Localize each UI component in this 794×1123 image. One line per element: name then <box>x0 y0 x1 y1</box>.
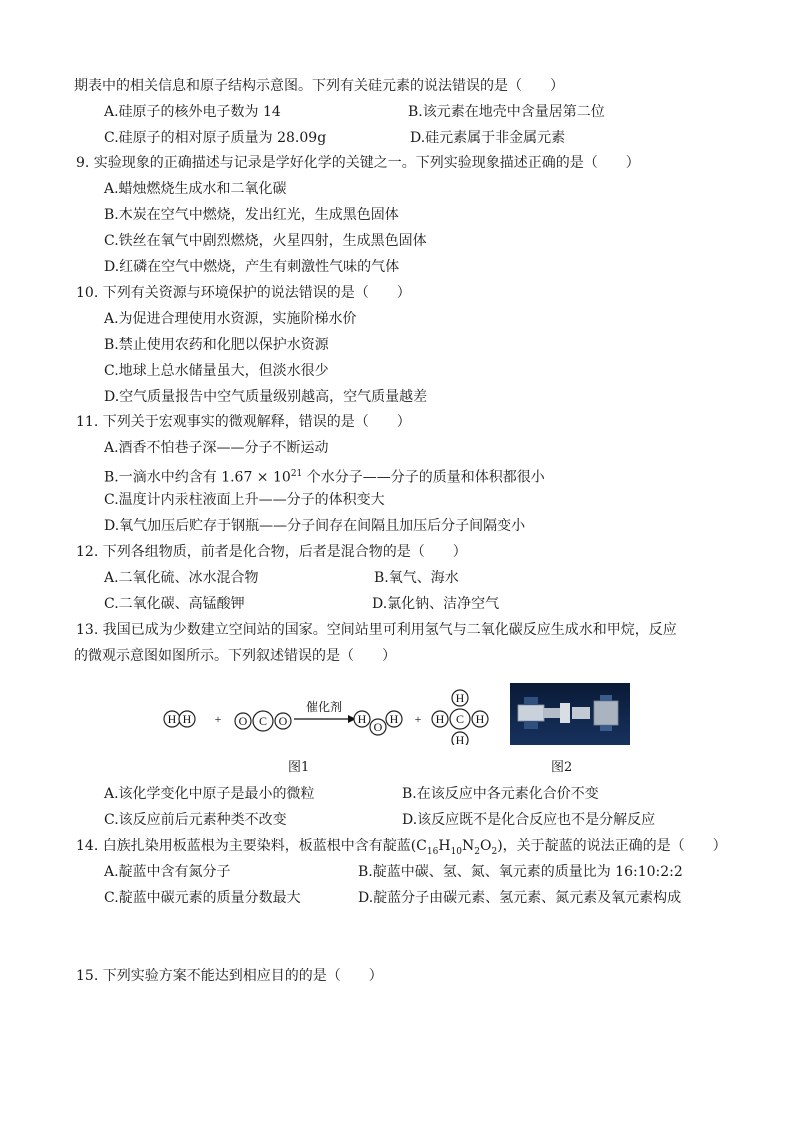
q9-option-c: C.铁丝在氧气中剧烈燃烧，火星四射，生成黑色固体 <box>104 233 427 249</box>
q14-sub-h: 10 <box>450 846 463 857</box>
q11-option-b <box>104 464 545 488</box>
q14-option-c: C.靛蓝中碳元素的质量分数最大 <box>104 890 301 906</box>
ch4-c-atom: C <box>455 712 465 726</box>
h2o-o-atom: O <box>373 720 383 734</box>
q9-option-d: D.红磷在空气中燃烧，产生有刺激性气味的气体 <box>104 259 400 275</box>
q10-option-c: C.地球上总水储量虽大，但淡水很少 <box>104 363 329 379</box>
figure-2-caption: 图2 <box>551 760 573 775</box>
question-10-stem: 10. 下列有关资源与环境保护的说法错误的是（ ） <box>76 285 411 301</box>
h2o-h-atom-2: H <box>389 712 399 726</box>
q11-option-b-post: 个水分子——分子的质量和体积都很小 <box>302 469 545 486</box>
q8-option-c: C.硅原子的相对原子质量为 28.09g <box>104 130 327 146</box>
space-station-photo <box>510 683 630 745</box>
h2o-h-atom-1: H <box>357 712 367 726</box>
q8-option-d: D.硅元素属于非金属元素 <box>410 130 566 146</box>
reaction-diagram <box>160 683 500 745</box>
q13-option-b: B.在该反应中各元素化合价不变 <box>402 786 599 802</box>
question-13-stem-line1: 13. 我国已成为少数建立空间站的国家。空间站里可利用氢气与二氧化碳反应生成水和甲烷，反应 <box>76 622 677 638</box>
co2-o-atom-1: O <box>238 714 248 728</box>
q11-option-a: A.酒香不怕巷子深——分子不断运动 <box>104 440 329 456</box>
q14-mid-n: N <box>462 838 475 854</box>
h2-atom-1: H <box>167 712 177 726</box>
q12-option-b: B.氧气、海水 <box>374 570 459 586</box>
q14-option-d: D.靛蓝分子由碳元素、氢元素、氮元素及氧元素构成 <box>358 890 682 906</box>
q14-mid-o: O <box>480 838 492 854</box>
q11-option-b-exponent: 21 <box>290 469 303 479</box>
q10-option-d: D.空气质量报告中空气质量级别越高，空气质量越差 <box>104 389 428 405</box>
q12-option-a: A.二氧化硫、冰水混合物 <box>104 570 259 586</box>
ch4-h-atom-top: H <box>455 691 465 705</box>
q14-stem-pre: 14. 白族扎染用板蓝根为主要染料，板蓝根中含有靛蓝(C <box>76 838 427 854</box>
q12-option-c: C.二氧化碳、高锰酸钾 <box>104 596 245 612</box>
q10-option-a: A.为促进合理使用水资源，实施阶梯水价 <box>104 311 357 327</box>
co2-c-atom: C <box>258 714 268 728</box>
question-11-stem: 11. 下列关于宏观事实的微观解释，错误的是（ ） <box>76 414 411 430</box>
question-8-stem-continued: 期表中的相关信息和原子结构示意图。下列有关硅元素的说法错误的是（ ） <box>74 78 564 94</box>
q14-sub-c: 16 <box>426 846 439 857</box>
q11-option-c: C.温度计内汞柱液面上升——分子的体积变大 <box>104 492 385 508</box>
q14-stem-post: )，关于靛蓝的说法正确的是（ ） <box>497 838 727 854</box>
plus-2: + <box>414 712 422 726</box>
q9-option-b: B.木炭在空气中燃烧，发出红光，生成黑色固体 <box>104 207 399 223</box>
q14-option-a: A.靛蓝中含有氮分子 <box>104 864 231 880</box>
q13-option-a: A.该化学变化中原子是最小的微粒 <box>104 786 315 802</box>
h2-atom-2: H <box>182 712 192 726</box>
q11-option-d: D.氧气加压后贮存于钢瓶——分子间存在间隔且加压后分子间隔变小 <box>104 518 526 534</box>
q11-option-b-pre: B.一滴水中约含有 1.67 × 10 <box>104 469 291 486</box>
q14-sub-n: 2 <box>474 846 480 857</box>
q8-option-a: A.硅原子的核外电子数为 14 <box>104 104 281 120</box>
question-14-stem <box>76 836 727 862</box>
ch4-h-atom-right: H <box>475 712 485 726</box>
q14-sub-o: 2 <box>491 846 498 857</box>
q13-option-d: D.该反应既不是化合反应也不是分解反应 <box>402 812 656 828</box>
question-12-stem: 12. 下列各组物质，前者是化合物，后者是混合物的是（ ） <box>76 544 467 560</box>
space-station-illustration <box>510 683 630 745</box>
ch4-h-atom-left: H <box>435 712 445 726</box>
q9-option-a: A.蜡烛燃烧生成水和二氧化碳 <box>104 181 287 197</box>
q12-option-d: D.氯化钠、洁净空气 <box>372 596 500 612</box>
plus-1: + <box>214 712 222 726</box>
figure-1-caption: 图1 <box>288 760 310 775</box>
ch4-h-atom-bottom: H <box>455 733 465 745</box>
q10-option-b: B.禁止使用农药和化肥以保护水资源 <box>104 337 329 353</box>
question-13-stem-line2: 的微观示意图如图所示。下列叙述错误的是（ ） <box>74 648 396 664</box>
question-15-stem: 15. 下列实验方案不能达到相应目的的是（ ） <box>76 968 383 984</box>
co2-o-atom-2: O <box>278 714 288 728</box>
question-9-stem: 9. 实验现象的正确描述与记录是学好化学的关键之一。下列实验现象描述正确的是（ ） <box>76 155 640 171</box>
q8-option-b: B.该元素在地壳中含量居第二位 <box>408 104 605 120</box>
q14-mid-h: H <box>438 838 451 854</box>
q13-option-c: C.该反应前后元素种类不改变 <box>104 812 287 828</box>
catalyst-label: 催化剂 <box>305 700 343 714</box>
q14-option-b: B.靛蓝中碳、氢、氮、氧元素的质量比为 16:10:2:2 <box>358 864 683 880</box>
